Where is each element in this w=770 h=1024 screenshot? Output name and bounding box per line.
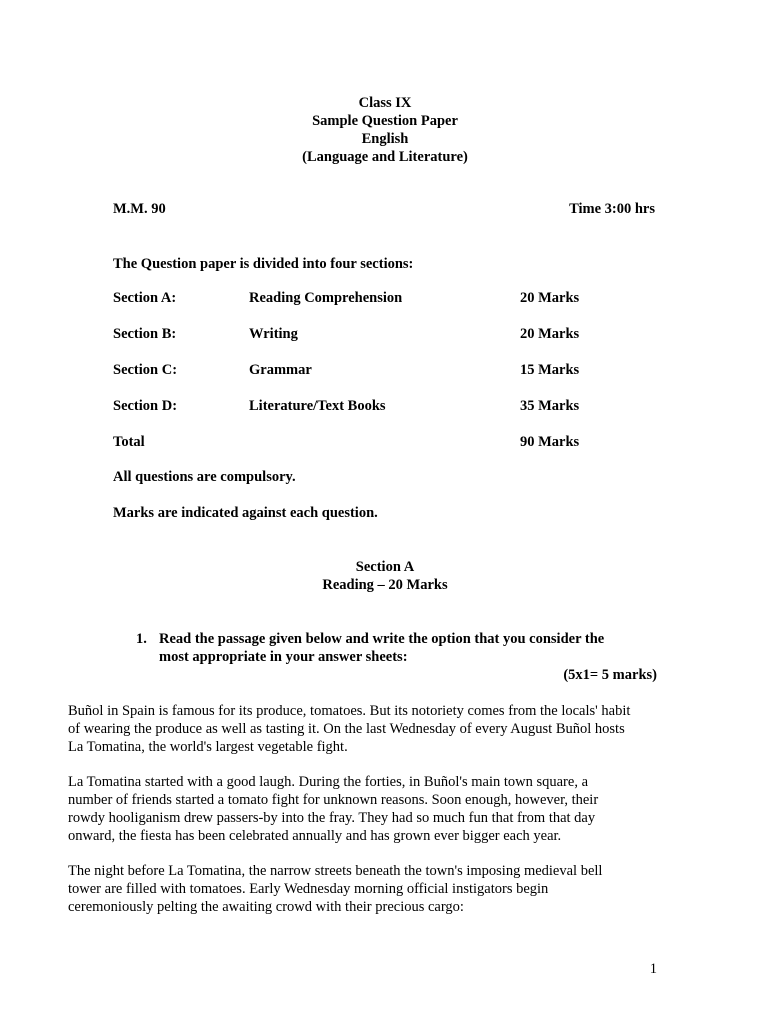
- class-title: Class IX: [358, 95, 412, 111]
- subject-subtitle: (Language and Literature): [302, 149, 468, 165]
- instruction-compulsory: All questions are compulsory.: [113, 469, 296, 485]
- section-a-title: Section A: [355, 559, 415, 575]
- section-a-subtitle: Reading – 20 Marks: [322, 577, 448, 593]
- section-marks: 35 Marks: [520, 398, 580, 414]
- question-number: 1.: [136, 631, 147, 647]
- passage-line: number of friends started a tomato fight for unknown reasons. Soon enough, however, their: [68, 792, 599, 808]
- question-text-line2: most appropriate in your answer sheets:: [159, 649, 408, 665]
- section-name: Grammar: [249, 362, 312, 378]
- section-label: Section A:: [113, 290, 177, 306]
- passage-line: La Tomatina, the world's largest vegetable fight.: [68, 739, 348, 755]
- passage-line: ceremoniously pelting the awaiting crowd with their precious cargo:: [68, 899, 464, 915]
- paper-title: Sample Question Paper: [312, 113, 458, 129]
- passage-paragraph: [68, 702, 668, 756]
- section-marks: 20 Marks: [520, 326, 580, 342]
- section-label: Section C:: [113, 362, 178, 378]
- question-marks: (5x1= 5 marks): [563, 667, 657, 683]
- section-label: Section D:: [113, 398, 178, 414]
- passage-line: of wearing the produce as well as tasting it. On the last Wednesday of every August Buñol hosts: [68, 721, 625, 737]
- total-label: Total: [113, 434, 145, 450]
- section-name: Writing: [249, 326, 298, 342]
- page-number: 1: [649, 961, 657, 977]
- passage-paragraph: [68, 773, 668, 845]
- sections-intro: The Question paper is divided into four sections:: [113, 256, 414, 272]
- passage-line: onward, the fiesta has been celebrated annually and has grown ever bigger each year.: [68, 828, 562, 844]
- instruction-marks: Marks are indicated against each question.: [113, 505, 378, 521]
- passage-line: tower are filled with tomatoes. Early Wednesday morning official instigators begin: [68, 881, 549, 897]
- subject-title: English: [361, 131, 409, 147]
- question-text-line1: Read the passage given below and write the option that you consider the: [159, 631, 605, 647]
- section-name: Reading Comprehension: [249, 290, 403, 306]
- section-name: Literature/Text Books: [249, 398, 386, 414]
- section-marks: 20 Marks: [520, 290, 580, 306]
- passage-line: rowdy hooliganism drew passers-by into the fray. They had so much fun that from that day: [68, 810, 596, 826]
- max-marks: M.M. 90: [113, 201, 166, 217]
- passage-line: The night before La Tomatina, the narrow streets beneath the town's imposing medieval bell: [68, 863, 603, 879]
- section-marks: 15 Marks: [520, 362, 580, 378]
- section-label: Section B:: [113, 326, 177, 342]
- passage-line: La Tomatina started with a good laugh. During the forties, in Buñol's main town square, a: [68, 774, 589, 790]
- total-marks: 90 Marks: [520, 434, 580, 450]
- paper-header: [0, 94, 770, 166]
- passage-paragraph: [68, 862, 668, 916]
- time-allowed: Time 3:00 hrs: [569, 201, 655, 217]
- passage-line: Buñol in Spain is famous for its produce, tomatoes. But its notoriety comes from the locals' habit: [68, 703, 631, 719]
